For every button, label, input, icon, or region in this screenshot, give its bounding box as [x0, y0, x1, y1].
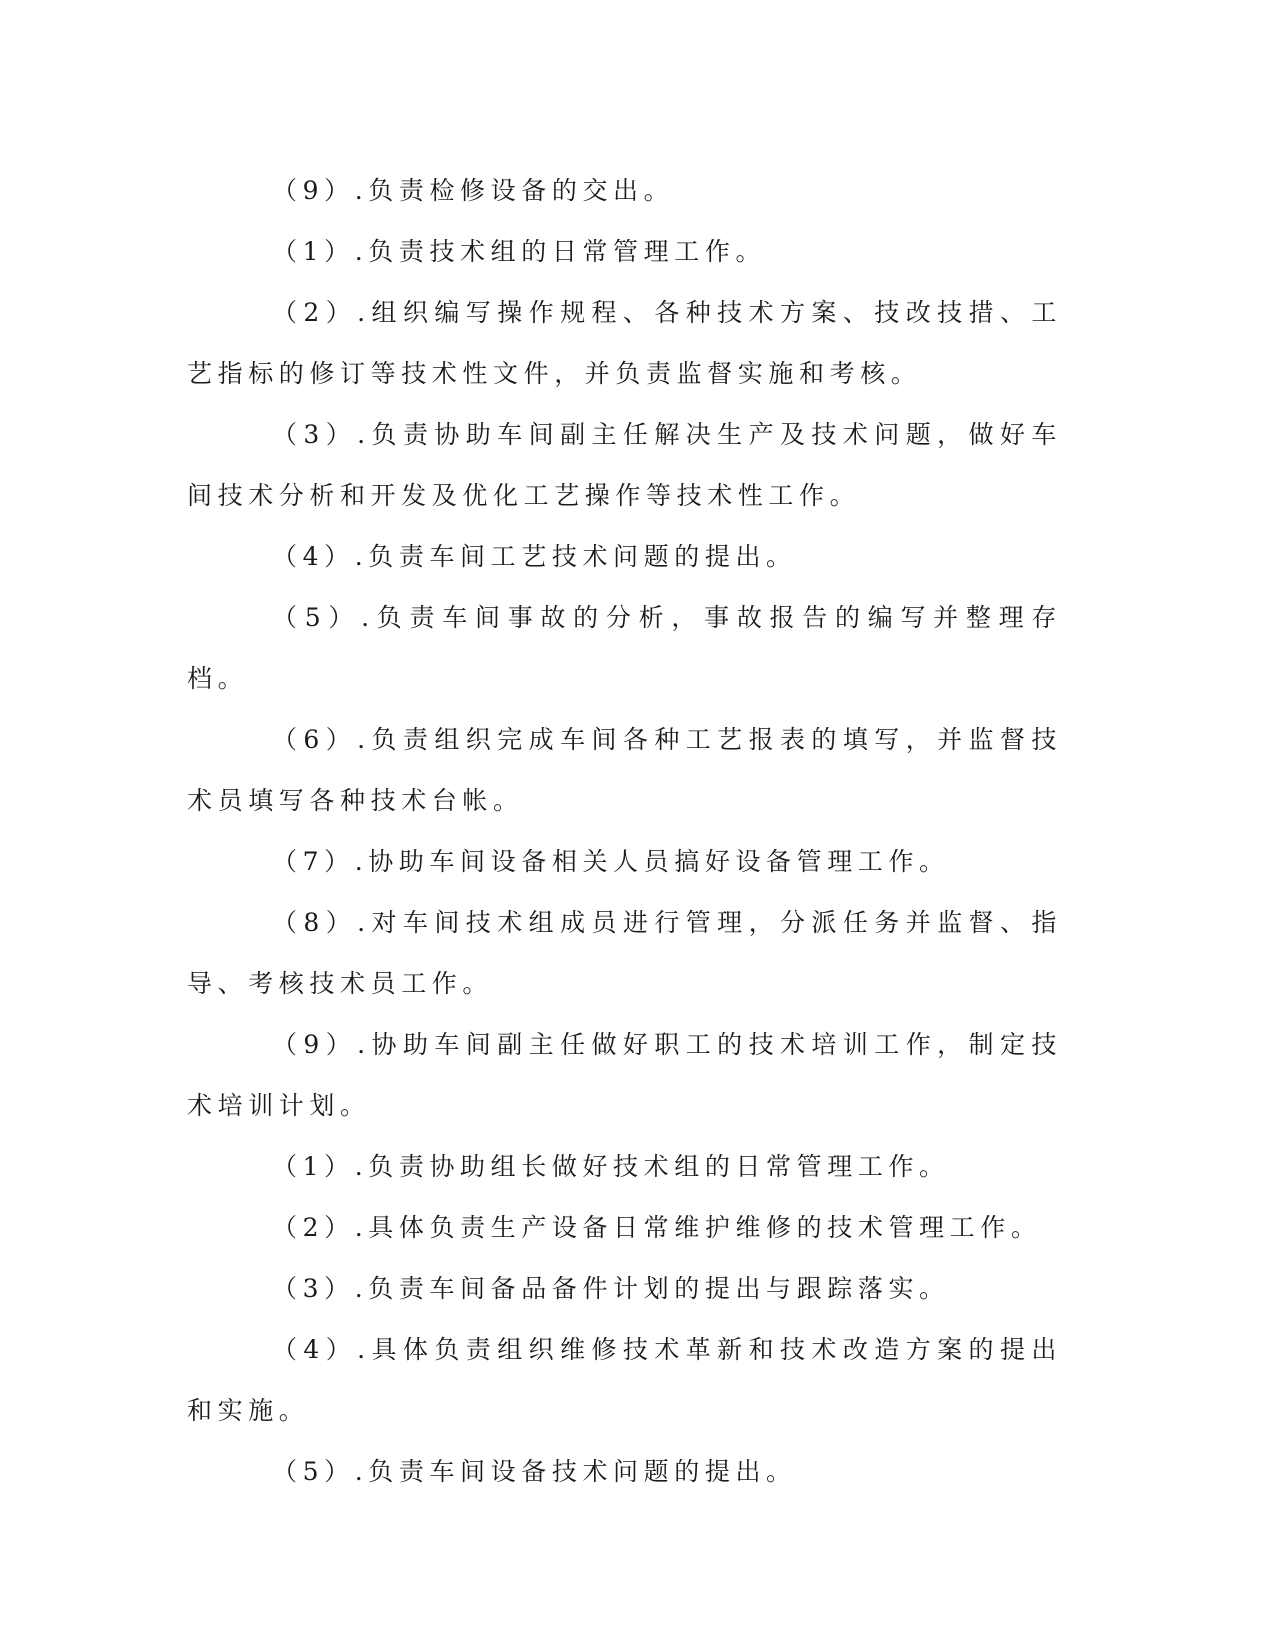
paragraph: （5）.负责车间事故的分析，事故报告的编写并整理存档。 — [187, 603, 1062, 693]
paragraph: （1）.负责技术组的日常管理工作。 — [272, 237, 767, 266]
paragraph: （3）.负责协助车间副主任解决生产及技术问题，做好车间技术分析和开发及优化工艺操作等技术性工作。 — [187, 420, 1062, 510]
paragraph: （9）.负责检修设备的交出。 — [272, 176, 675, 205]
paragraph: （6）.负责组织完成车间各种工艺报表的填写，并监督技术员填写各种技术台帐。 — [187, 725, 1062, 815]
document-body — [187, 160, 1062, 1502]
paragraph: （4）.负责车间工艺技术问题的提出。 — [272, 542, 797, 571]
paragraph: （7）.协助车间设备相关人员搞好设备管理工作。 — [272, 847, 950, 876]
paragraph: （1）.负责协助组长做好技术组的日常管理工作。 — [272, 1152, 950, 1181]
paragraph: （5）.负责车间设备技术问题的提出。 — [272, 1457, 797, 1486]
paragraph: （3）.负责车间备品备件计划的提出与跟踪落实。 — [272, 1274, 950, 1303]
paragraph: （8）.对车间技术组成员进行管理，分派任务并监督、指导、考核技术员工作。 — [187, 908, 1062, 998]
paragraph: （2）.组织编写操作规程、各种技术方案、技改技措、工艺指标的修订等技术性文件，并负责监督实施和考核。 — [187, 298, 1062, 388]
paragraph: （9）.协助车间副主任做好职工的技术培训工作，制定技术培训计划。 — [187, 1030, 1062, 1120]
paragraph: （4）.具体负责组织维修技术革新和技术改造方案的提出和实施。 — [187, 1335, 1062, 1425]
paragraph: （2）.具体负责生产设备日常维护维修的技术管理工作。 — [272, 1213, 1042, 1242]
